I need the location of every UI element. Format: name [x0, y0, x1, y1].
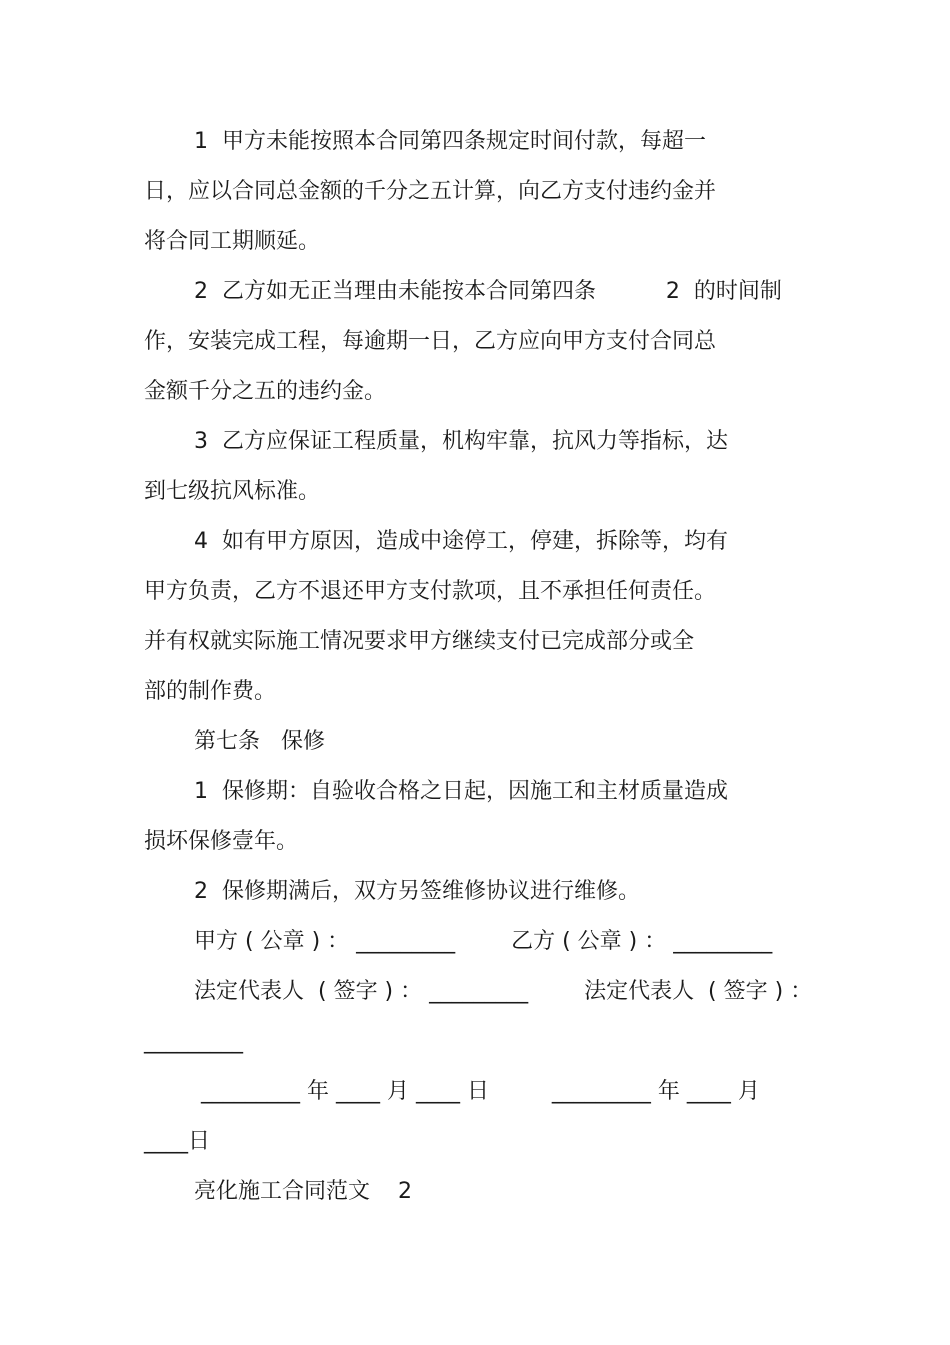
clause-1-line-3: 将合同工期顺延。	[144, 229, 321, 254]
clause-3-line-2: 到七级抗风标准。	[144, 479, 321, 504]
clause-2-line-2: 作，安装完成工程，每逾期一日，乙方应向甲方支付合同总	[144, 329, 717, 354]
next-section-title: 亮化施工合同范文 2	[194, 1179, 412, 1204]
clause-1-line-2: 日，应以合同总金额的千分之五计算，向乙方支付违约金并	[144, 179, 717, 204]
clause-2-line-3: 金额千分之五的违约金。	[144, 379, 387, 404]
warranty-1-line-2: 损坏保修壹年。	[144, 829, 299, 854]
date-line: _________ 年 ____ 月 ____ 日 _________ 年 ____ 月	[194, 1079, 760, 1104]
clause-3-line-1: 3 乙方应保证工程质量，机构牢靠，抗风力等指标，达	[194, 429, 728, 454]
clause-4-line-4: 部的制作费。	[144, 679, 277, 704]
clause-4-line-1: 4 如有甲方原因，造成中途停工，停建，拆除等，均有	[194, 529, 728, 554]
clause-2-line-1: 2 乙方如无正当理由未能按本合同第四条 2 的时间制	[194, 279, 782, 304]
seal-line: 甲方 ( 公章 ) ： _________ 乙方 ( 公章 ) ： _________	[194, 929, 773, 954]
article-7-heading: 第七条 保修	[194, 729, 325, 754]
clause-1-line-1: 1 甲方未能按照本合同第四条规定时间付款，每超一	[194, 129, 706, 154]
signature-blank: _________	[144, 1029, 243, 1054]
signature-line: 法定代表人 ( 签字 ) ： _________ 法定代表人 ( 签字 ) ：	[194, 979, 813, 1004]
clause-4-line-2: 甲方负责，乙方不退还甲方支付款项，且不承担任何责任。	[144, 579, 717, 604]
clause-4-line-3: 并有权就实际施工情况要求甲方继续支付已完成部分或全	[144, 629, 695, 654]
date-line-continued: ____日	[144, 1129, 211, 1154]
warranty-1-line-1: 1 保修期：自验收合格之日起，因施工和主材质量造成	[194, 779, 728, 804]
warranty-2-line: 2 保修期满后，双方另签维修协议进行维修。	[194, 879, 640, 904]
